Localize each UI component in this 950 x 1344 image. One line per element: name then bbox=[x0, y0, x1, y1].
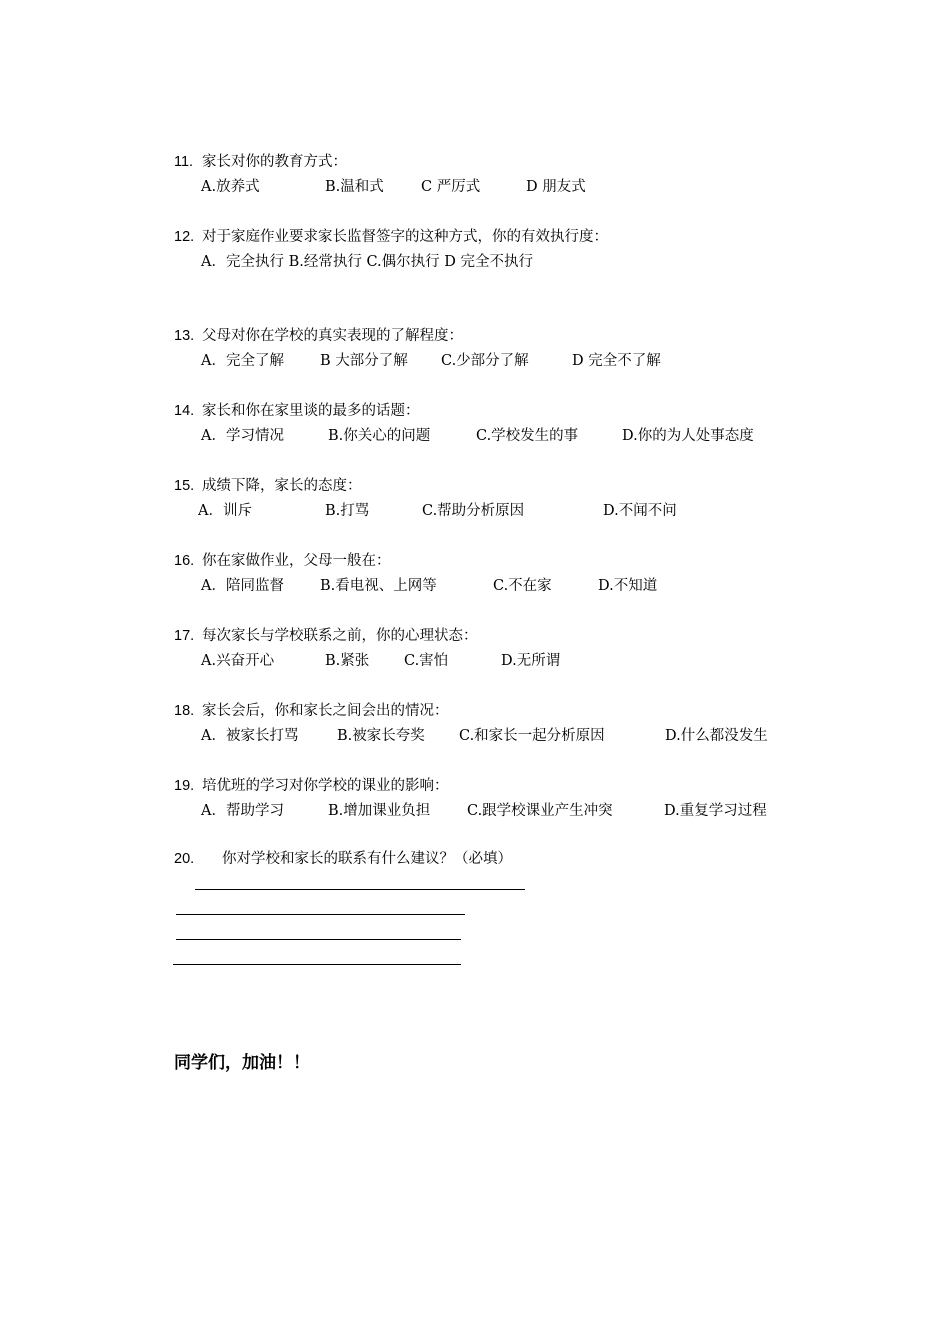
question-text: 成绩下降，家长的态度： bbox=[202, 478, 362, 494]
question-text: 父母对你在学校的真实表现的了解程度： bbox=[202, 328, 463, 344]
answer-line[interactable] bbox=[195, 889, 525, 890]
question-text: 培优班的学习对你学校的课业的影响： bbox=[202, 778, 449, 794]
question-number: 15. bbox=[174, 478, 195, 494]
question-text: 每次家长与学校联系之前，你的心理状态： bbox=[202, 628, 478, 644]
question-15 bbox=[174, 476, 362, 496]
option-c: C.少部分了解 bbox=[441, 353, 529, 369]
question-18 bbox=[174, 701, 449, 721]
option-b: B.增加课业负担 bbox=[328, 803, 431, 819]
option-d: D.不知道 bbox=[598, 578, 658, 594]
question-number: 16. bbox=[174, 553, 195, 569]
option-a: A.放养式 bbox=[201, 179, 260, 195]
question-17 bbox=[174, 626, 478, 646]
option-c: C.学校发生的事 bbox=[476, 428, 579, 444]
option-d: D.什么都没发生 bbox=[665, 728, 768, 744]
option-a: A．训斥 bbox=[198, 503, 252, 519]
option-c: C 严厉式 bbox=[421, 179, 481, 195]
question-text: 家长和你在家里谈的最多的话题： bbox=[202, 403, 420, 419]
option-d: D.无所谓 bbox=[501, 653, 561, 669]
question-text: 你对学校和家长的联系有什么建议？（必填） bbox=[222, 851, 512, 867]
question-text: 对于家庭作业要求家长监督签字的这种方式，你的有效执行度： bbox=[202, 229, 608, 245]
option-a: A．学习情况 bbox=[201, 428, 284, 444]
answer-line[interactable] bbox=[173, 964, 461, 965]
option-b: B.看电视、上网等 bbox=[320, 578, 437, 594]
option-a: A．陪同监督 bbox=[201, 578, 284, 594]
option-c: C.不在家 bbox=[493, 578, 552, 594]
option-d: D 朋友式 bbox=[526, 179, 586, 195]
answer-line[interactable] bbox=[176, 914, 465, 915]
question-13 bbox=[174, 326, 463, 346]
option-b: B.你关心的问题 bbox=[328, 428, 431, 444]
question-14 bbox=[174, 401, 420, 421]
question-number: 12. bbox=[174, 229, 195, 245]
question-number: 13. bbox=[174, 328, 195, 344]
option-c: C.跟学校课业产生冲突 bbox=[467, 803, 613, 819]
option-d: D.重复学习过程 bbox=[664, 803, 767, 819]
question-text: 家长会后，你和家长之间会出的情况： bbox=[202, 703, 449, 719]
question-text: 你在家做作业，父母一般在： bbox=[202, 553, 391, 569]
option-c: C.帮助分析原因 bbox=[422, 503, 525, 519]
option-b: B.温和式 bbox=[325, 179, 384, 195]
option-c: C.害怕 bbox=[404, 653, 449, 669]
option-b: B.紧张 bbox=[325, 653, 370, 669]
question-number: 14. bbox=[174, 403, 195, 419]
option-b: B.被家长夸奖 bbox=[337, 728, 425, 744]
option-line: A．完全执行 B.经常执行 C.偶尔执行 D 完全不执行 bbox=[201, 254, 533, 270]
option-b: B.打骂 bbox=[325, 503, 370, 519]
option-d: D.你的为人处事态度 bbox=[622, 428, 754, 444]
question-number: 20. bbox=[174, 851, 195, 867]
option-a: A．被家长打骂 bbox=[201, 728, 299, 744]
option-d: D 完全不了解 bbox=[572, 353, 661, 369]
question-number: 17. bbox=[174, 628, 195, 644]
question-20 bbox=[174, 849, 512, 869]
option-a: A．帮助学习 bbox=[201, 803, 284, 819]
option-a: A．完全了解 bbox=[201, 353, 284, 369]
option-c: C.和家长一起分析原因 bbox=[459, 728, 605, 744]
option-d: D.不闻不问 bbox=[603, 503, 677, 519]
closing-message: 同学们，加油！！ bbox=[174, 1053, 310, 1073]
question-16 bbox=[174, 551, 391, 571]
option-b: B 大部分了解 bbox=[320, 353, 408, 369]
question-19 bbox=[174, 776, 449, 796]
question-number: 11. bbox=[174, 154, 194, 170]
question-11 bbox=[174, 152, 347, 172]
answer-line[interactable] bbox=[176, 939, 461, 940]
question-number: 19. bbox=[174, 778, 195, 794]
question-number: 18. bbox=[174, 703, 195, 719]
question-text: 家长对你的教育方式： bbox=[202, 154, 347, 170]
option-a: A.兴奋开心 bbox=[201, 653, 275, 669]
question-12 bbox=[174, 227, 608, 247]
